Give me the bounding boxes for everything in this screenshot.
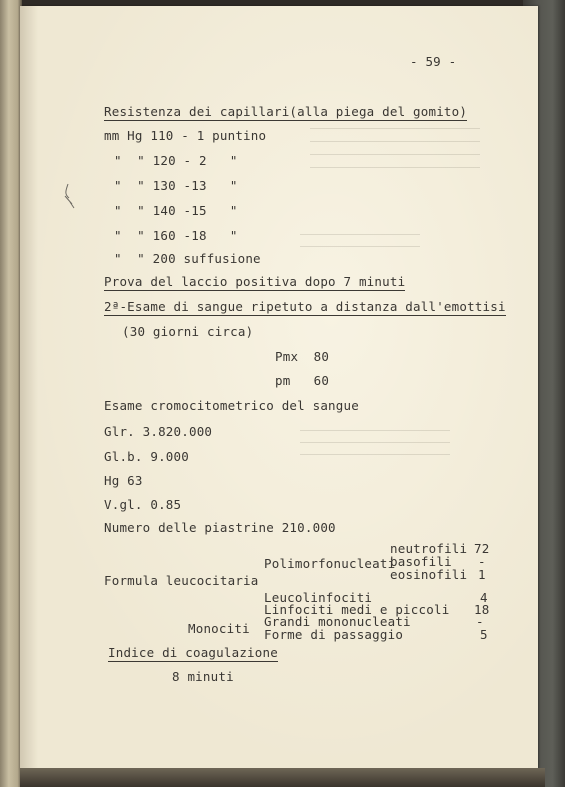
coagulation-heading: Indice di coagulazione: [108, 645, 278, 660]
formula-label: Formula leucocitaria: [104, 573, 259, 588]
page-number: - 59 -: [410, 54, 457, 69]
mono-name: Linfociti medi e piccoli: [264, 602, 450, 617]
blood-count-row: Gl.b. 9.000: [104, 449, 189, 464]
blood-count-row: V.gl. 0.85: [104, 497, 182, 512]
blood-count-heading: Esame cromocitometrico del sangue: [104, 398, 359, 413]
capillary-row: " " 160 -18 ": [114, 228, 238, 243]
blood-count-row: Glr. 3.820.000: [104, 424, 213, 439]
pen-mark: [60, 182, 78, 210]
blood-count-row: Hg 63: [104, 473, 143, 488]
polimorfonucleati-label: Polimorfonucleati: [264, 556, 396, 571]
poly-value: 72: [474, 541, 490, 556]
mono-value: -: [476, 614, 484, 629]
mono-name: Leucolinfociti: [264, 590, 373, 605]
poly-name: basofili: [390, 554, 452, 569]
capillary-row: " " 140 -15 ": [114, 203, 238, 218]
page-bottom-edge: [20, 768, 545, 787]
show-through-marks: [300, 234, 420, 256]
left-page-edge: [0, 0, 22, 787]
blood-count-row: Numero delle piastrine 210.000: [104, 520, 336, 535]
capillary-row: " " 200 suffusione: [114, 251, 261, 266]
second-exam-heading: 2ª-Esame di sangue ripetuto a distanza dall'emottisi: [104, 299, 506, 314]
capillary-row: " " 130 -13 ": [114, 178, 238, 193]
mono-name: Grandi mononucleati: [264, 614, 411, 629]
second-exam-interval: (30 giorni circa): [122, 324, 254, 339]
poly-name: neutrofili: [390, 541, 468, 556]
poly-value: -: [478, 554, 486, 569]
capillary-row: mm Hg 110 - 1 puntino: [104, 128, 267, 143]
capillary-heading: Resistenza dei capillari(alla piega del gomito): [104, 104, 468, 119]
monociti-label: Monociti: [188, 621, 250, 636]
pressure-max: Pmx 80: [275, 349, 330, 364]
poly-name: eosinofili: [390, 567, 468, 582]
mono-value: 5: [480, 627, 488, 642]
mono-value: 4: [480, 590, 488, 605]
pressure-min: pm 60: [275, 373, 330, 388]
coagulation-value: 8 minuti: [172, 669, 234, 684]
tourniquet-test: Prova del laccio positiva dopo 7 minuti: [104, 274, 406, 289]
mono-name: Forme di passaggio: [264, 627, 404, 642]
show-through-marks: [300, 430, 450, 466]
show-through-marks: [310, 128, 480, 174]
capillary-row: " " 120 - 2 ": [114, 153, 238, 168]
mono-value: 18: [474, 602, 490, 617]
poly-value: 1: [478, 567, 486, 582]
